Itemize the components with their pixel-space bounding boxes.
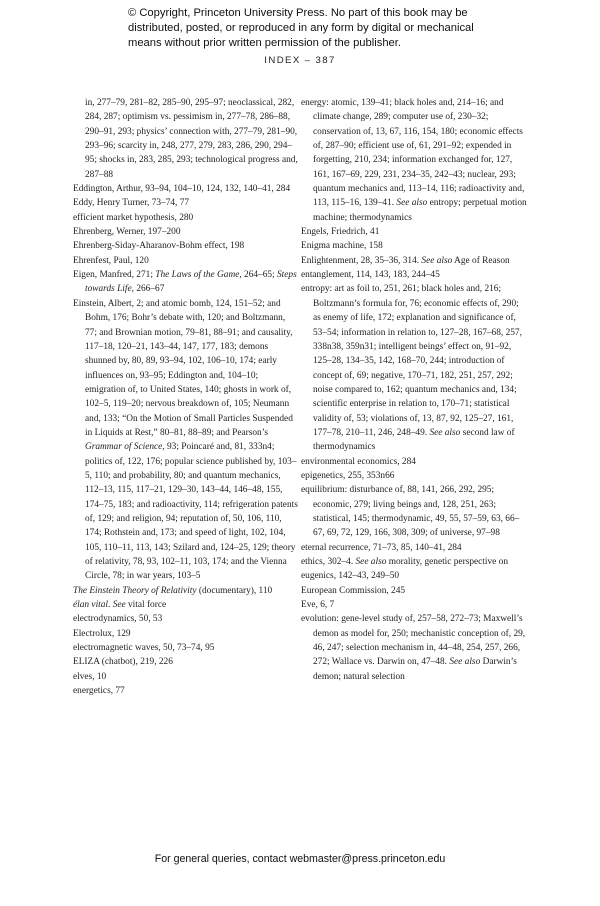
index-entry: ethics, 302–4. See also morality, genetic perspective on xyxy=(301,557,508,567)
copyright-notice: © Copyright, Princeton University Press. No part of this book may be distributed, posted, or reproduced in any form by digital or mechanical means without prior written permission of the publisher. xyxy=(128,7,474,49)
index-entry: entropy: art as foil to, 251, 261; black holes and, 216; Boltzmann’s formula for, 76; economic effects of, 290; as enemy of life, 172; explanation and significance of, 53–54; information in relation to, 127–28, 167–68, 257, 338n38, 359n31; intelligent beings’ effect on, 91–92, 125–28, 134–35, 142, 168–70, 244; introduction of concept of, 69; negative, 170–71, 182, 251, 257, 292; noise compared to, 162; quantum mechanics and, 134; scientific enterprise in relation to, 170–71; statistical validity of, 53; violations of, 13, 87, 92, 125–27, 161, 177–78, 210–11, 246, 248–49. See also second law of thermodynamics xyxy=(301,284,522,453)
index-entry: electromagnetic waves, 50, 73–74, 95 xyxy=(73,643,215,654)
index-entry: The Einstein Theory of Relativity (documentary), 110 xyxy=(73,585,273,596)
index-entry: energetics, 77 xyxy=(73,686,125,697)
index-entry: eternal recurrence, 71–73, 85, 140–41, 284 xyxy=(301,542,462,553)
index-entry: Einstein, Albert, 2; and atomic bomb, 124, 151–52; and Bohm, 176; Bohr’s debate with, 120; and Boltzmann, 77; and Brownian motion, 79–81, 88–91; and causality, 117–18, 120–21, 143–44, 147, 177, 183; demons shunned by, 80, 89, 93–94, 102, 106–10, 174; early influences on, 93–95; Eddington and, 104–10; emigration of, to United States, 140; ghosts in work of, 102–5, 119–20; nervous breakdown of, 105; Neumann and, 133; “On the Motion of Small Particles Suspended in Liquids at Rest,” 80–81, 88–89; and Pearson’s Grammar of Science, 93; Poincaré and, 81, 333n4; politics of, 122, 176; popular science published by, 103–5, 110; and probability, 80; and quantum mechanics, 112–13, 115, 117–21, 129–30, 143–44, 146–48, 155, 174–75, 183; and radioactivity, 114; refrigeration patents of, 129; and religion, 94; reputation of, 50, 106, 110, 174; Rothstein and, 173; and speed of light, 102, 104, 105, 110–11, 113, 143; Szilard and, 124–25, 129; theory of relativity, 78, 93, 102–11, 103, 174; and the Vienna Circle, 78; in war years, 103–5 xyxy=(73,298,298,582)
index-entry: equilibrium: disturbance of, 88, 141, 266, 292, 295; economic, 279; living beings and, 128, 251, 263; statistical, 145; thermodynamic, 49, 55, 57–59, 63, 66–67, 69, 72, 129, 166, 308, 309; of universe, 97–98 xyxy=(301,485,520,539)
index-entry: European Commission, 245 xyxy=(301,585,406,596)
index-entry: Ehrenfest, Paul, 120 xyxy=(73,255,149,266)
index-entry: epigenetics, 255, 353n66 xyxy=(301,470,395,481)
index-entry: Eddington, Arthur, 93–94, 104–10, 124, 132, 140–41, 284 xyxy=(73,184,291,195)
index-entry: Engels, Friedrich, 41 xyxy=(301,227,380,238)
index-entry: Eve, 6, 7 xyxy=(301,600,335,611)
index-entry: efficient market hypothesis, 280 xyxy=(73,212,194,223)
index-entry: Enlightenment, 28, 35–36, 314. See also Age of Reason xyxy=(301,255,510,266)
running-head: INDEX – 387 xyxy=(264,55,336,66)
index-entry: environmental economics, 284 xyxy=(301,456,416,467)
index-entry: electrodynamics, 50, 53 xyxy=(73,614,163,625)
index-entry: élan vital. See vital force xyxy=(73,600,167,611)
index-entry: Enigma machine, 158 xyxy=(301,241,383,252)
index-entry: Eddy, Henry Turner, 73–74, 77 xyxy=(73,198,190,209)
index-entry: Electrolux, 129 xyxy=(73,628,131,639)
index-entry: Ehrenberg, Werner, 197–200 xyxy=(73,227,181,238)
index-entry: eugenics, 142–43, 249–50 xyxy=(301,571,400,582)
index-entry: Eigen, Manfred, 271; The Laws of the Game, 264–65; Steps towards Life, 266–67 xyxy=(73,270,297,295)
footer-contact: For general queries, contact webmaster@press.princeton.edu xyxy=(154,853,446,865)
index-entry: in, 277–79, 281–82, 285–90, 295–97; neoclassical, 282, 284, 287; optimism vs. pessimism in, 277–78, 286–88, 290–91, 293; physics’ connection with, 277–79, 281–90, 293–96; scarcity in, 248, 277, 279, 283, 286, 290, 294–95; shocks in, 283, 285, 293; technological progress and, 287–88 xyxy=(85,98,298,180)
index-entry: entanglement, 114, 143, 183, 244–45 xyxy=(301,270,440,281)
index-entry: energy: atomic, 139–41; black holes and, 214–16; and climate change, 289; computer use of, 230–32; conservation of, 13, 67, 116, 154, 180; economic effects of, 287–90; efficient use of, 61, 291–92; expended in forgetting, 210, 234; information exchanged for, 127, 161, 167–69, 229, 231, 234–35, 242–43; nuclear, 293; quantum mechanics and, 113–14, 116; radioactivity and, 113, 115–16, 139–41. See also entropy; perpetual motion machine; thermodynamics xyxy=(301,98,527,223)
index-entry: ELIZA (chatbot), 219, 226 xyxy=(73,657,173,668)
index-column-right xyxy=(301,96,527,684)
index-entry: evolution: gene-level study of, 257–58, 272–73; Maxwell’s demon as model for, 250; mechanistic conception of, 29, 46, 247; selection mechanism in, 44–48, 254, 257, 266, 272; Wallace vs. Darwin on, 47–48. See also Darwin’s demon; natural selection xyxy=(301,614,526,682)
index-entry: Ehrenberg-Siday-Aharanov-Bohm effect, 198 xyxy=(73,241,245,252)
index-column-left xyxy=(73,96,299,698)
index-entry: elves, 10 xyxy=(73,671,107,682)
